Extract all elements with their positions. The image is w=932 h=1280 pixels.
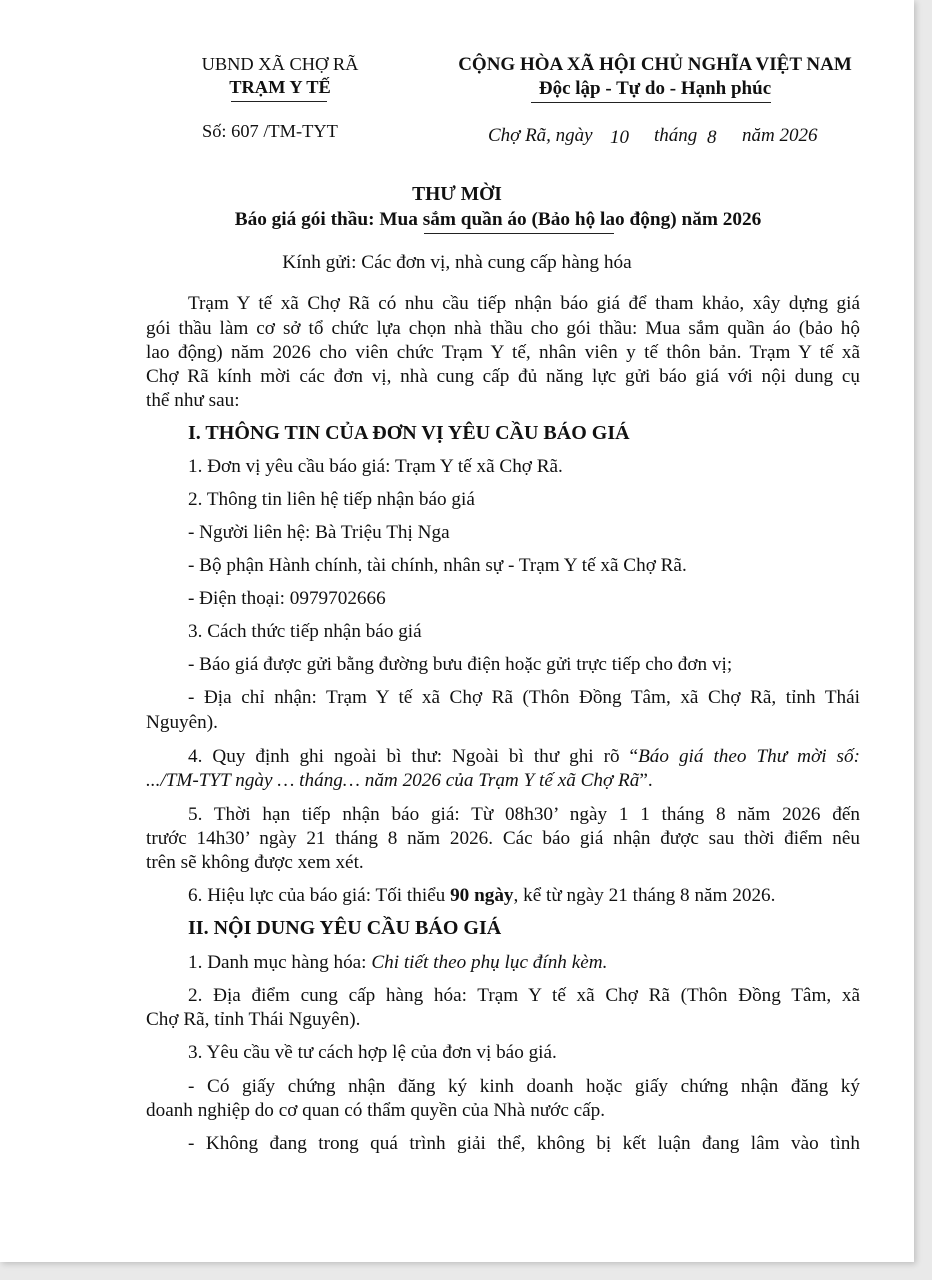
goods-list-italic: Chi tiết theo phụ lục đính kèm. (371, 952, 608, 973)
receipt-address-line-1: - Địa chỉ nhận: Trạm Y tế xã Chợ Rã (Thôn Đồng Tâm, xã Chợ Rã, tỉnh Thái (188, 687, 860, 708)
section-2-heading: II. NỘI DUNG YÊU CẦU BÁO GIÁ (188, 917, 502, 939)
envelope-rule-line-1 (188, 746, 860, 769)
eligibility-req-2-line-1: - Không đang trong quá trình giải thể, không bị kết luận đang lâm vào tình (188, 1133, 860, 1154)
eligibility-req-1-line-1: - Có giấy chứng nhận đăng ký kinh doanh hoặc giấy chứng nhận đăng ký (188, 1076, 860, 1097)
section-1-heading: I. THÔNG TIN CỦA ĐƠN VỊ YÊU CẦU BÁO GIÁ (188, 422, 630, 444)
delivery-location-line-1: 2. Địa điểm cung cấp hàng hóa: Trạm Y tế xã Chợ Rã (Thôn Đồng Tâm, xã (188, 985, 860, 1006)
envelope-rule-prefix: 4. Quy định ghi ngoài bì thư: Ngoài bì thư ghi rõ “ (188, 746, 639, 767)
issuer-underline (231, 101, 327, 102)
issuer-commune: UBND XÃ CHỢ RÃ (201, 54, 359, 74)
intro-line-1: Trạm Y tế xã Chợ Rã có nhu cầu tiếp nhận báo giá để tham khảo, xây dựng giá (188, 293, 860, 314)
date-prefix: Chợ Rã, ngày (488, 125, 593, 146)
section-1-item-2: 2. Thông tin liên hệ tiếp nhận báo giá (188, 489, 475, 510)
date-year: năm 2026 (742, 125, 818, 146)
contact-phone: - Điện thoại: 0979702666 (188, 588, 386, 609)
subtitle-underline (424, 233, 614, 234)
intro-line-2: gói thầu làm cơ sở tổ chức lựa chọn nhà thầu cho gói thầu: Mua sắm quần áo (bảo hộ (146, 318, 860, 339)
intro-line-3: lao động) năm 2026 cho viên chức Trạm Y tế, nhân viên y tế thôn bản. Trạm Y tế xã (146, 342, 860, 363)
section-1-item-3: 3. Cách thức tiếp nhận báo giá (188, 621, 422, 642)
motto-underline (531, 102, 771, 103)
national-title: CỘNG HÒA XÃ HỘI CHỦ NGHĨA VIỆT NAM (458, 54, 852, 75)
delivery-location-line-2: Chợ Rã, tỉnh Thái Nguyên). (146, 1009, 361, 1030)
document-number: Số: 607 /TM-TYT (202, 121, 338, 141)
envelope-rule-suffix: ”. (639, 770, 653, 791)
document-subtitle: Báo giá gói thầu: Mua sắm quần áo (Bảo hộ lao động) năm 2026 (234, 209, 762, 230)
receipt-address-line-2: Nguyên). (146, 712, 218, 733)
envelope-rule-italic-1: Báo giá theo Thư mời số: (638, 746, 860, 767)
goods-list-prefix: 1. Danh mục hàng hóa: (188, 952, 372, 973)
issuer-station: TRẠM Y TẾ (229, 77, 331, 97)
deadline-line-2: trước 14h30’ ngày 21 tháng 8 năm 2026. Các báo giá nhận được sau thời điểm nêu (146, 828, 860, 849)
goods-list-line (188, 952, 607, 975)
date-day: 10 (610, 127, 629, 148)
eligibility-heading: 3. Yêu cầu về tư cách hợp lệ của đơn vị báo giá. (188, 1042, 557, 1063)
envelope-rule-italic-2: .../TM-TYT ngày … tháng… năm 2026 của Trạm Y tế xã Chợ Rã (146, 770, 640, 791)
validity-line (188, 885, 775, 908)
contact-department: - Bộ phận Hành chính, tài chính, nhân sự - Trạm Y tế xã Chợ Rã. (188, 555, 687, 576)
deadline-line-1: 5. Thời hạn tiếp nhận báo giá: Từ 08h30’ ngày 1 1 tháng 8 năm 2026 đến (188, 804, 860, 825)
recipient-line: Kính gửi: Các đơn vị, nhà cung cấp hàng hóa (282, 252, 632, 273)
validity-days: 90 ngày (450, 885, 514, 906)
intro-line-5: thể như sau: (146, 390, 240, 411)
receipt-method: - Báo giá được gửi bằng đường bưu điện hoặc gửi trực tiếp cho đơn vị; (188, 654, 733, 675)
date-month: 8 (707, 127, 717, 148)
validity-suffix: , kể từ ngày 21 tháng 8 năm 2026. (513, 885, 776, 906)
intro-line-4: Chợ Rã kính mời các đơn vị, nhà cung cấp đủ năng lực gửi báo giá với nội dung cụ (146, 366, 860, 387)
validity-prefix: 6. Hiệu lực của báo giá: Tối thiểu (188, 885, 451, 906)
deadline-line-3: trên sẽ không được xem xét. (146, 852, 364, 873)
section-1-item-1: 1. Đơn vị yêu cầu báo giá: Trạm Y tế xã Chợ Rã. (188, 456, 563, 477)
eligibility-req-1-line-2: doanh nghiệp do cơ quan có thẩm quyền của Nhà nước cấp. (146, 1100, 606, 1121)
date-month-label: tháng (654, 125, 698, 146)
contact-person: - Người liên hệ: Bà Triệu Thị Nga (188, 522, 450, 543)
document-title: THƯ MỜI (412, 184, 502, 205)
envelope-rule-line-2 (146, 770, 653, 793)
national-motto: Độc lập - Tự do - Hạnh phúc (538, 78, 772, 99)
